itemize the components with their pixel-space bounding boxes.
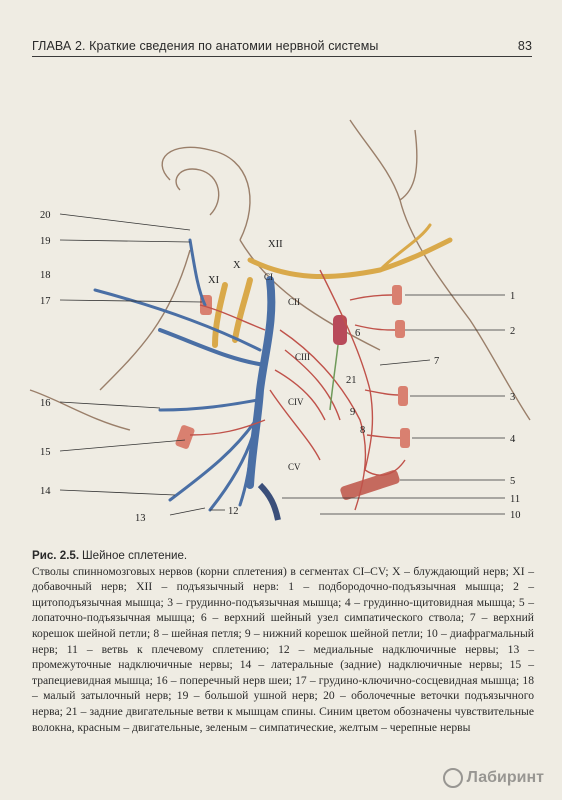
label-x: X [233,260,241,271]
nerve-19-great-auricular [190,240,205,305]
publisher-watermark [443,768,544,788]
branch-to-muscle-2 [355,325,395,330]
figure-legend: Стволы спинномозговых нервов (корни сплетения) в сегментах CI–CV; X – блуждающий нерв; XI – добавочный нерв; XII – подъязычный нерв: 1 – подбородочно-подъязычная мышца; 2 – щитоподъязычная мышца; 3 – грудинно-подъязычная мышца; 4 – грудинно-щитовидная мышца; 5 – лопаточно-подъязычная мышца; 6 – верхний шейный узел симпатического ствола; 7 – верхний корешок шейной петли; 8 – шейная петля; 9 – нижний корешок шейной петли; 10 – диафрагмальный нерв; 11 – ветвь к плечевому сплетению; 12 – медиальные надключичные нервы; 13 – промежуточные надключичные нервы; 14 – латеральные (задние) надключичные нервы; 15 – трапециевидная мышца; 16 – поперечный нерв шеи; 17 – грудино-ключично-сосцевидная мышца; 18 – малый затылочный нерв; 19 – большой ушной нерв; 20 – оболочечные веточки подъязычного нерва; 21 – задние двигательные ветви к мышцам спины. Синим цветом обозначены чувствительные волокна, красным – двигательные, зеленым – симпатические, желтым – черепные нервы [32,564,534,734]
anatomy-illustration [20,90,540,540]
label-xii: XII [268,239,283,250]
leader-15 [60,440,185,451]
label-2: 2 [510,326,516,337]
muscle-3-block [398,386,408,406]
label-6: 6 [355,328,361,339]
cervical-plexus-figure [20,90,540,540]
label-c3: CIII [295,352,310,362]
label-5: 5 [510,476,516,487]
nerve-x-trunk [235,280,250,340]
label-12: 12 [228,506,239,517]
label-10: 10 [510,510,521,521]
sensory-nerves [95,240,271,510]
muscle-15-block [175,424,196,449]
cervical-plexus-trunk [250,280,271,485]
label-13: 13 [135,513,146,524]
head-outline [30,120,530,430]
cranial-nerves [215,225,450,345]
label-3: 3 [510,392,516,403]
labirint-logo-icon [443,768,463,788]
nerve-13-supraclavicular [210,435,253,510]
shoulder-outline [30,390,130,430]
nerve-21-a [275,370,325,420]
label-8: 8 [360,425,366,436]
nerve-9-ansa-root [285,350,340,420]
page-number: 83 [517,39,532,53]
sympathetic-trunk [330,345,338,410]
nerve-16-transverse [160,400,258,410]
running-header [32,34,532,57]
chin-outline [400,130,417,200]
label-c1: CI [264,272,273,282]
nerve-xi-trunk [215,285,225,345]
leader-14 [60,490,175,495]
label-1: 1 [510,291,516,302]
label-11: 11 [510,494,521,505]
muscle-1-block [392,285,402,305]
leader-19 [60,240,190,242]
label-14: 14 [40,486,51,497]
label-15: 15 [40,447,51,458]
sympathetic-ganglion-6 [333,315,347,345]
label-c2: CII [288,297,300,307]
ear-outline [162,147,250,240]
muscle-4-block [400,428,410,448]
leader-7 [380,360,430,365]
label-c4: CIV [288,397,304,407]
label-21: 21 [346,375,357,386]
ear-inner-outline [176,169,219,215]
leader-16 [60,402,160,408]
leader-20 [60,214,190,230]
label-4: 4 [510,434,516,445]
leader-13 [170,508,205,515]
label-16: 16 [40,398,51,409]
muscle-5-block [339,469,400,501]
label-xi: XI [208,275,220,286]
label-7: 7 [434,356,440,367]
branch-to-muscle-1 [350,295,392,300]
muscle-2-block [395,320,405,338]
label-17: 17 [40,296,51,307]
label-20: 20 [40,210,51,221]
label-18: 18 [40,270,51,281]
figure-caption [32,548,534,735]
figure-number: Рис. 2.5. [32,549,80,562]
figure-name: Шейное сплетение. [82,549,188,562]
label-9: 9 [350,407,356,418]
sympathetic-fibers [330,345,338,410]
chapter-title: ГЛАВА 2. Краткие сведения по анатомии нервной системы [32,39,379,53]
watermark-text: Лабиринт [466,769,544,786]
nerve-11-brachial-branch [260,485,278,520]
label-19: 19 [40,236,51,247]
neck-back-outline [100,250,190,390]
label-c5: CV [288,462,301,472]
